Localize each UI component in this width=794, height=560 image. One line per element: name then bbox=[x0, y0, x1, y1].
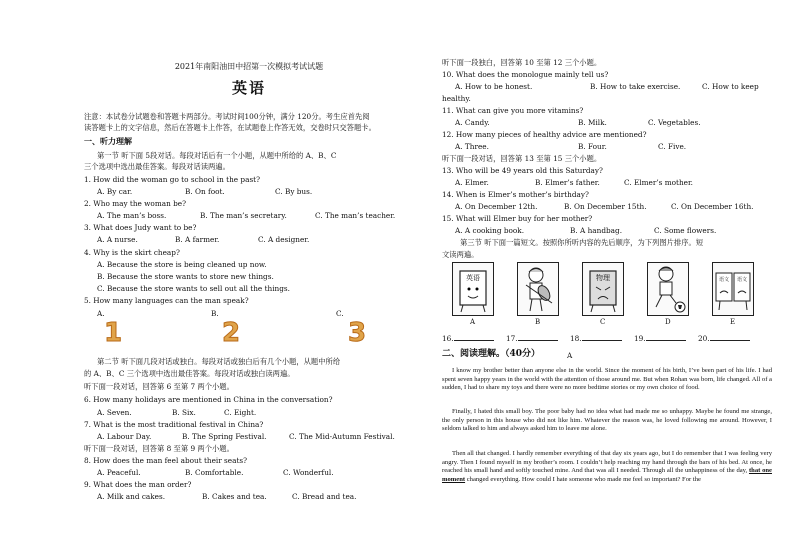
q5-option-b: B. bbox=[211, 309, 219, 318]
picture-label-a: A bbox=[470, 318, 476, 326]
q5-option-a: A. bbox=[97, 309, 105, 318]
underlined-phrase: that one moment bbox=[442, 467, 772, 483]
q3-option-c: C. A designer. bbox=[258, 235, 310, 244]
english-book-label: 英语 bbox=[466, 274, 480, 282]
q3-option-b: B. A farmer. bbox=[175, 235, 220, 244]
q4-option-c: C. Because the store wants to sell out all the things. bbox=[97, 284, 290, 293]
q7-option-b: B. The Spring Festival. bbox=[182, 432, 267, 441]
order-blank-20[interactable]: 20. bbox=[698, 333, 750, 343]
picture-d-football-boy bbox=[647, 262, 689, 316]
part-2-intro-1: 第二节 听下面几段对话或独白。每段对话或独白后有几个小题，从题中所给 bbox=[97, 357, 341, 366]
passage-paragraph-3 bbox=[442, 450, 772, 484]
q12-option-a: A. Three. bbox=[455, 142, 489, 151]
chinese-book-label-1: 语文 bbox=[718, 277, 730, 283]
picture-label-b: B bbox=[535, 318, 541, 326]
q13-option-c: C. Elmer’s mother. bbox=[624, 178, 693, 187]
physics-book-icon bbox=[583, 263, 623, 315]
q1-option-a: A. By car. bbox=[97, 187, 133, 196]
question-15: 15. What will Elmer buy for her mother? bbox=[442, 214, 593, 223]
part-3-intro-2: 文读两遍。 bbox=[442, 250, 479, 259]
q10-option-c: C. How to keep bbox=[702, 82, 759, 91]
part-2-intro-2: 的 A、B、C 三个选项中选出最佳答案。每段对话或独白读两遍。 bbox=[84, 369, 295, 378]
q10-option-a: A. How to be honest. bbox=[455, 82, 533, 91]
question-10: 10. What does the monologue mainly tell us? bbox=[442, 70, 609, 79]
q6-option-a: A. Seven. bbox=[97, 408, 132, 417]
question-11: 11. What can give you more vitamins? bbox=[442, 106, 584, 115]
listen-instruction-10-12: 听下面一段独白，回答第 10 至第 12 三个小题。 bbox=[442, 58, 602, 67]
passage-paragraph-3-end: changed everything. How could I hate someone who made me feel so important? For the bbox=[466, 475, 701, 483]
q15-option-c: C. Some flowers. bbox=[654, 226, 717, 235]
q14-option-b: B. On December 15th. bbox=[564, 202, 647, 211]
passage-paragraph-3-text: Then all that changed. I hardly remember everything of that day six years ago, but I do remember that I was feeling very angry. Then I found myself in my brother’s room. I couldn’t help reaching my hand through the bars of his bed. At once, he reached his small hand and softly touched mine. And that was all I needed. Through all the unhappiness of the day, bbox=[442, 450, 772, 475]
order-blank-17[interactable]: 17. bbox=[506, 333, 558, 343]
violin-icon bbox=[518, 263, 558, 315]
q2-option-a: A. The man’s boss. bbox=[97, 211, 167, 220]
q6-option-b: B. Six. bbox=[172, 408, 196, 417]
question-3: 3. What does Judy want to be? bbox=[84, 223, 197, 232]
question-7: 7. What is the most traditional festival in China? bbox=[84, 420, 264, 429]
chinese-book-label-2: 语文 bbox=[736, 277, 748, 283]
q10-option-c-continued: healthy. bbox=[442, 94, 471, 103]
picture-label-c: C bbox=[600, 318, 606, 326]
order-blank-16[interactable]: 16. bbox=[442, 333, 494, 343]
q11-option-a: A. Candy. bbox=[455, 118, 490, 127]
picture-c-physics-book bbox=[582, 262, 624, 316]
q10-option-b: B. How to take exercise. bbox=[590, 82, 681, 91]
physics-book-label: 物理 bbox=[596, 274, 610, 282]
q2-option-b: B. The man’s secretary. bbox=[200, 211, 287, 220]
q3-option-a: A. A nurse. bbox=[97, 235, 138, 244]
q4-option-b: B. Because the store wants to store new things. bbox=[97, 272, 274, 281]
question-2: 2. Who may the woman be? bbox=[84, 199, 187, 208]
q8-option-b: B. Comfortable. bbox=[185, 468, 244, 477]
question-5: 5. How many languages can the man speak? bbox=[84, 296, 249, 305]
q9-option-a: A. Milk and cakes. bbox=[97, 492, 166, 501]
q11-option-b: B. Milk. bbox=[578, 118, 607, 127]
q2-option-c: C. The man’s teacher. bbox=[315, 211, 396, 220]
q4-option-a: A. Because the store is being cleaned up now. bbox=[97, 260, 267, 269]
picture-b-violin-boy bbox=[517, 262, 559, 316]
question-13: 13. Who will be 49 years old this Saturday? bbox=[442, 166, 603, 175]
part-3-intro-1: 第三节 听下面一篇短文。按照你所听内容的先后顺序，为下列图片排序。短 bbox=[460, 238, 704, 247]
q14-option-c: C. On December 16th. bbox=[671, 202, 754, 211]
number-one-picture: 1 bbox=[104, 318, 123, 348]
question-4: 4. Why is the skirt cheap? bbox=[84, 248, 180, 257]
picture-e-chinese-books bbox=[712, 262, 754, 316]
question-14: 14. When is Elmer’s mother’s birthday? bbox=[442, 190, 589, 199]
chinese-book-icon bbox=[713, 263, 753, 315]
q6-option-c: C. Eight. bbox=[224, 408, 257, 417]
q9-option-b: B. Cakes and tea. bbox=[202, 492, 267, 501]
order-blank-18[interactable]: 18. bbox=[570, 333, 622, 343]
question-8: 8. How does the man feel about their seats? bbox=[84, 456, 248, 465]
q7-option-a: A. Labour Day. bbox=[97, 432, 152, 441]
listen-instruction-6-7: 听下面一段对话，回答第 6 至第 7 两个小题。 bbox=[84, 382, 234, 391]
q8-option-c: C. Wonderful. bbox=[283, 468, 334, 477]
question-1: 1. How did the woman go to school in the past? bbox=[84, 175, 261, 184]
section-2-part-label: A bbox=[567, 351, 573, 360]
q14-option-a: A. On December 12th. bbox=[455, 202, 538, 211]
q11-option-c: C. Vegetables. bbox=[648, 118, 701, 127]
q15-option-a: A. A cooking book. bbox=[455, 226, 525, 235]
picture-label-d: D bbox=[665, 318, 671, 326]
english-book-icon bbox=[453, 263, 493, 315]
notice-line-2: 读答题卡上的文字信息，然后在答题卡上作答，在试题卷上作答无效，交卷时只交答题卡。 bbox=[84, 123, 376, 132]
section-2-title: 二、阅读理解。（40分） bbox=[442, 349, 541, 359]
exam-title: 2021年南阳油田中招第一次模拟考试试题 bbox=[174, 62, 324, 71]
passage-paragraph-1: I know my brother better than anyone else in the world. Since the moment of his birth, I’ve been part of his life. I had spent seven happy years in the world with the attention of those around me. But when Rohan was born, life changed. All of a sudden, I had to share my toys and there were no more bedtime stories or my own choice of food. bbox=[442, 367, 772, 392]
picture-a-english-book bbox=[452, 262, 494, 316]
listen-instruction-13-15: 听下面一段对话，回答第 13 至第 15 三个小题。 bbox=[442, 154, 602, 163]
q5-option-c: C. bbox=[336, 309, 344, 318]
section-1-title: 一、听力理解 bbox=[84, 136, 132, 146]
q15-option-b: B. A handbag. bbox=[570, 226, 623, 235]
q8-option-a: A. Peaceful. bbox=[97, 468, 141, 477]
q12-option-c: C. Five. bbox=[658, 142, 687, 151]
passage-paragraph-2: Finally, I hated this small boy. The poor baby had no idea what had made me so unhappy. Maybe he found me strange, the only person in this house who did not like him. Whatever the reason was, he loved following me around. However, I seldom talked to him and always asked him to leave me alone. bbox=[442, 408, 772, 433]
q13-option-b: B. Elmer’s father. bbox=[535, 178, 600, 187]
q1-option-c: C. By bus. bbox=[275, 187, 313, 196]
q13-option-a: A. Elmer. bbox=[455, 178, 489, 187]
number-three-picture: 3 bbox=[348, 318, 367, 348]
part-1-intro-2: 三个选项中选出最佳答案。每段对话读两遍。 bbox=[84, 162, 230, 171]
question-12: 12. How many pieces of healthy advice are mentioned? bbox=[442, 130, 647, 139]
notice-line-1: 注意：本试卷分试题卷和答题卡两部分。考试时间100分钟，满分 120分。考生应首先阅 bbox=[84, 112, 370, 121]
part-1-intro-1: 第一节 听下面 5段对话。每段对话后有一个小题，从题中所给的 A、B、C bbox=[97, 151, 337, 160]
football-icon bbox=[648, 263, 688, 315]
subject-title: 英语 bbox=[231, 79, 266, 97]
question-9: 9. What does the man order? bbox=[84, 480, 192, 489]
q7-option-c: C. The Mid-Autumn Festival. bbox=[289, 432, 395, 441]
q1-option-b: B. On foot. bbox=[185, 187, 225, 196]
order-blank-19[interactable]: 19. bbox=[634, 333, 686, 343]
listen-instruction-8-9: 听下面一段对话，回答第 8 至第 9 两个小题。 bbox=[84, 444, 234, 453]
picture-label-e: E bbox=[730, 318, 736, 326]
number-two-picture: 2 bbox=[222, 318, 241, 348]
q12-option-b: B. Four. bbox=[578, 142, 607, 151]
question-6: 6. How many holidays are mentioned in China in the conversation? bbox=[84, 395, 333, 404]
q9-option-c: C. Bread and tea. bbox=[292, 492, 357, 501]
